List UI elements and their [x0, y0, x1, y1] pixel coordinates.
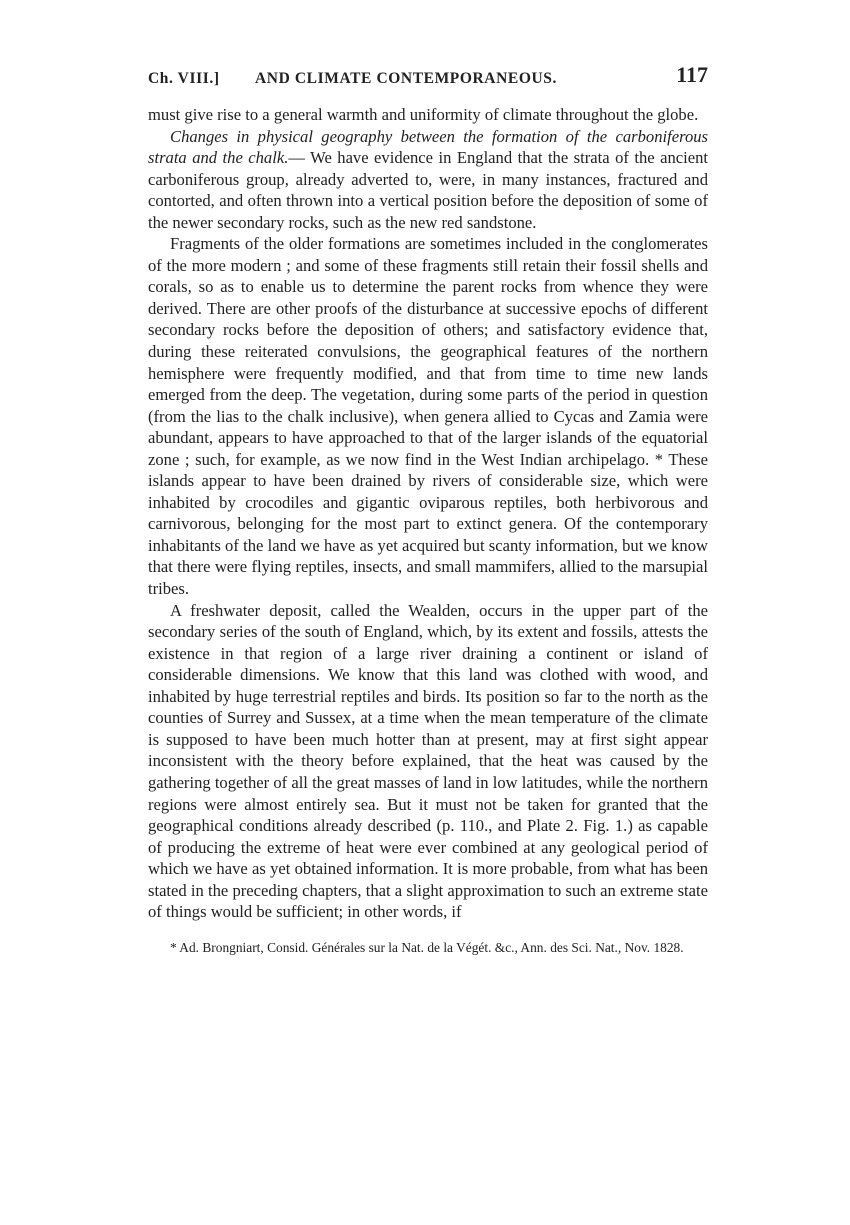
paragraph-wealden: A freshwater deposit, called the Wealden, occurs in the upper part of the secondary series of the south of England, which, by its extent and fossils, attests the existence in that region of a large river draining a continent or island of considerable dimensions. We know that this land was clothed with wood, and inhabited by huge terrestrial reptiles and birds. Its position so far to the north as the counties of Surrey and Sussex, at a time when the mean temperature of the climate is supposed to have been much hotter than at present, may at first sight appear inconsistent with the theory before explained, that the heat was caused by the gathering together of all the great masses of land in low latitudes, while the northern regions were almost entirely sea. But it must not be taken for granted that the geographical conditions already described (p. 110., and Plate 2. Fig. 1.) as capable of producing the extreme of heat were ever combined at any geological period of which we have as yet obtained information. It is more probable, from what has been stated in the preceding chapters, that a slight approximation to such an extreme state of things would be sufficient; in other words, if — [148, 600, 708, 922]
page-number: 117 — [676, 62, 708, 87]
paragraph-fragments: Fragments of the older formations are sometimes included in the conglomerates of the more modern ; and some of these fragments still retain their fossil shells and corals, so as to enable us to determine the parent rocks from whence they were derived. There are other proofs of the disturbance at successive epochs of different secondary rocks before the deposition of others; and satisfactory evidence that, during these reiterated convulsions, the geographical features of the northern hemisphere were frequently modified, and that from time to time new lands emerged from the deep. The vegetation, during some parts of the period in question (from the lias to the chalk inclusive), when genera allied to Cycas and Zamia were abundant, appears to have approached to that of the larger islands of the equatorial zone ; such, for example, as we now find in the West Indian archipelago. * These islands appear to have been drained by rivers of considerable size, which were inhabited by crocodiles and gigantic oviparous reptiles, both herbivorous and carnivorous, belonging for the most part to extinct genera. Of the contemporary inhabitants of the land we have as yet acquired but scanty information, but we know that there were flying reptiles, insects, and small mammifers, allied to the marsupial tribes. — [148, 234, 708, 599]
paragraph-text: — We have evidence in England that the strata of the ancient carboniferous group, already adverted to, were, in many instances, fractured and contorted, and often thrown into a vertical position before the deposition of some of the newer secondary rocks, such as the new red sandstone. — [148, 148, 708, 232]
body-text — [148, 104, 708, 923]
running-head — [148, 62, 708, 96]
paragraph-heading: Changes in physical geography between the formation of the carboniferous strata and the chalk. — [148, 126, 708, 168]
paragraph-continued: must give rise to a general warmth and uniformity of climate throughout the globe. — [148, 105, 699, 124]
book-page — [148, 62, 708, 956]
footnote — [148, 939, 708, 956]
paragraph-changes — [148, 126, 708, 234]
running-title: AND CLIMATE CONTEMPORANEOUS. — [255, 70, 557, 87]
chapter-label: Ch. VIII.] — [148, 70, 220, 87]
footnote-text: * Ad. Brongniart, Consid. Générales sur la Nat. de la Végét. &c., Ann. des Sci. Nat., Nov. 1828. — [170, 939, 684, 955]
